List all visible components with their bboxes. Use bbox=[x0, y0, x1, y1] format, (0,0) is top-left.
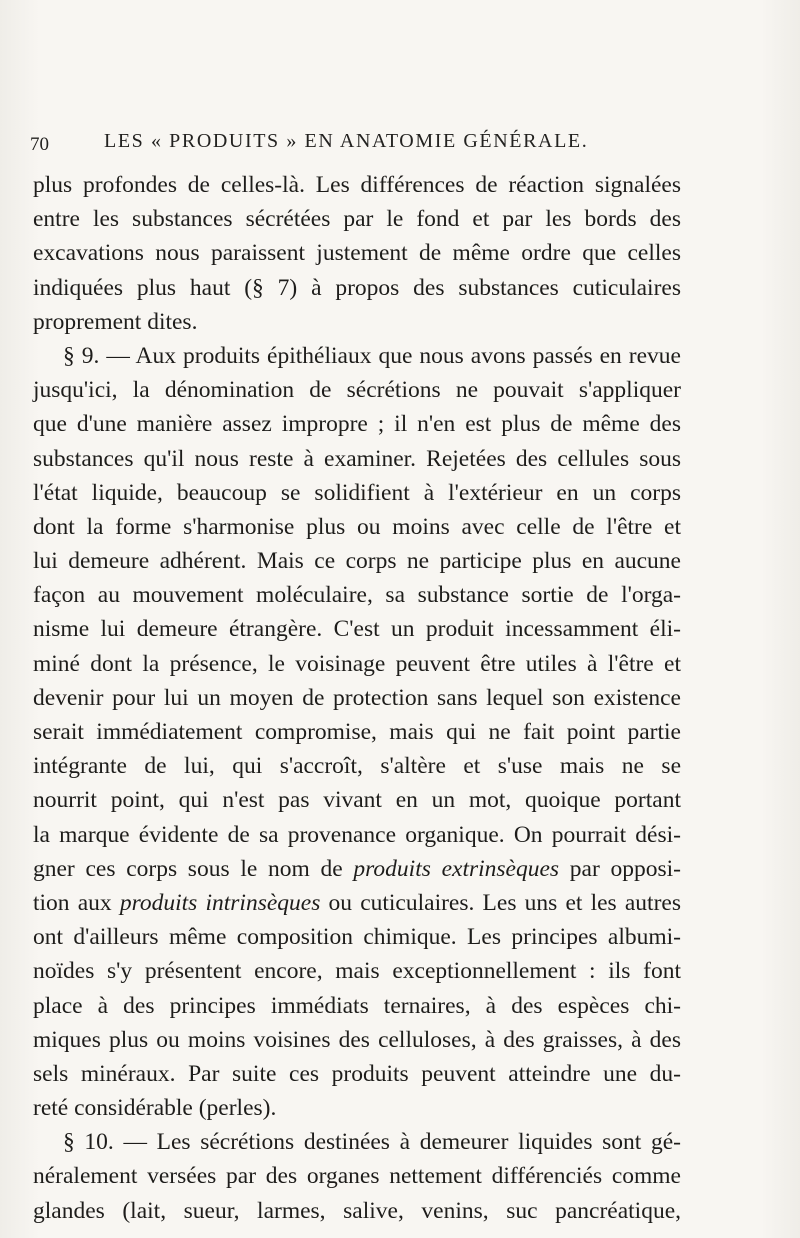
body-text bbox=[33, 168, 681, 1228]
text-line-with-italic bbox=[33, 886, 681, 920]
text-line: la marque évidente de sa provenance organique. On pourrait dési- bbox=[33, 821, 681, 848]
text-line: intégrante de lui, qui s'accroît, s'altère et s'use mais ne se bbox=[33, 753, 681, 780]
text-line: nisme lui demeure étrangère. C'est un produit incessamment éli- bbox=[33, 616, 681, 643]
text-line: lui demeure adhérent. Mais ce corps ne participe plus en aucune bbox=[33, 548, 681, 575]
italic-term-produits-intrinseques: produits intrinsèques bbox=[119, 889, 321, 916]
text-fragment: par opposi- bbox=[559, 855, 681, 882]
text-line: plus profondes de celles-là. Les différences de réaction signalées bbox=[33, 172, 681, 198]
page-number: 70 bbox=[30, 134, 49, 155]
text-fragment: tion aux bbox=[33, 889, 120, 916]
section-9-heading-line: § 9. — Aux produits épithéliaux que nous avons passés en revue bbox=[63, 342, 681, 369]
text-line: substances qu'il nous reste à examiner. Rejetées des cellules sous bbox=[33, 445, 681, 472]
text-line: reté considérable (perles). bbox=[33, 1095, 277, 1122]
text-line: miques plus ou moins voisines des celluloses, à des graisses, à des bbox=[33, 1026, 681, 1053]
page-header bbox=[30, 128, 730, 158]
italic-term-produits-extrinseques: produits extrinsèques bbox=[353, 855, 560, 882]
text-line: place à des principes immédiats ternaires, à des espèces chi- bbox=[33, 992, 681, 1019]
text-line: serait immédiatement compromise, mais qui ne fait point partie bbox=[33, 719, 681, 745]
text-line-with-italic bbox=[33, 852, 681, 886]
text-line: façon au mouvement moléculaire, sa substance sortie de l'orga- bbox=[33, 582, 681, 609]
text-line: que d'une manière assez impropre ; il n'en est plus de même des bbox=[33, 411, 681, 438]
text-fragment: ou cuticulaires. Les uns et les autres bbox=[320, 889, 681, 916]
text-line: l'état liquide, beaucoup se solidifient à l'extérieur en un corps bbox=[33, 479, 681, 506]
text-line: devenir pour lui un moyen de protection sans lequel son existence bbox=[33, 684, 681, 711]
text-fragment: gner ces corps sous le nom de bbox=[33, 855, 354, 882]
section-10-heading-line: § 10. — Les sécrétions destinées à demeurer liquides sont gé- bbox=[63, 1129, 681, 1156]
text-line: glandes (lait, sueur, larmes, salive, venins, suc pancréatique, bbox=[33, 1197, 681, 1224]
text-line: sels minéraux. Par suite ces produits peuvent atteindre une du- bbox=[33, 1060, 681, 1087]
text-line: miné dont la présence, le voisinage peuvent être utiles à l'être et bbox=[33, 650, 681, 677]
text-line: noïdes s'y présentent encore, mais exceptionnellement : ils font bbox=[33, 958, 681, 985]
text-line: jusqu'ici, la dénomination de sécrétions ne pouvait s'appliquer bbox=[33, 377, 681, 404]
text-line: proprement dites. bbox=[33, 308, 198, 335]
running-head: LES « PRODUITS » EN ANATOMIE GÉNÉRALE. bbox=[104, 130, 589, 152]
text-line: entre les substances sécrétées par le fond et par les bords des bbox=[33, 206, 681, 233]
text-line: nourrit point, qui n'est pas vivant en un mot, quoique portant bbox=[33, 787, 681, 814]
text-line: néralement versées par des organes nettement différenciés comme bbox=[33, 1163, 681, 1190]
text-line: dont la forme s'harmonise plus ou moins avec celle de l'être et bbox=[33, 513, 681, 540]
text-line: excavations nous paraissent justement de même ordre que celles bbox=[33, 240, 681, 267]
text-line: ont d'ailleurs même composition chimique. Les principes albumi- bbox=[33, 924, 681, 951]
text-line: indiquées plus haut (§ 7) à propos des substances cuticulaires bbox=[33, 274, 681, 301]
